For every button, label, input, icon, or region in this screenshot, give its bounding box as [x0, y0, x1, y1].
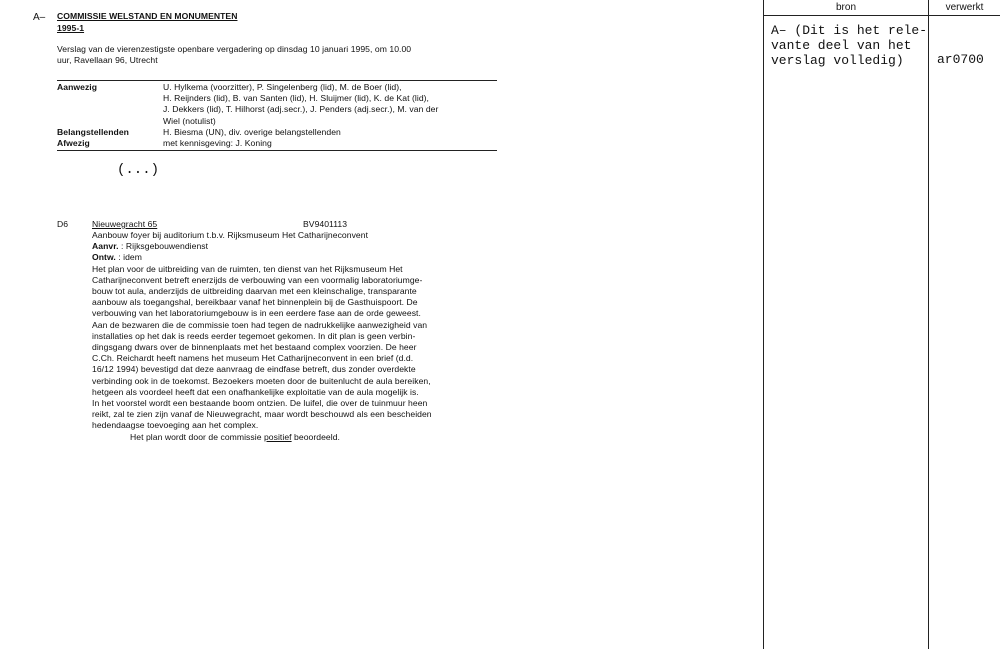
body-line: reikt, zal te zien zijn vanaf de Nieuwegracht, maar wordt beschouwd als een bescheiden [92, 409, 432, 420]
omission-ellipsis: (...) [117, 162, 160, 178]
attendance-label: Belangstellenden [57, 126, 129, 137]
bron-line: verslag volledig) [771, 53, 904, 68]
document-year: 1995-1 [57, 23, 85, 33]
attendance-value [163, 138, 503, 149]
report-line: Verslag van de vierenzestigste openbare vergadering op dinsdag 10 januari 1995, om 10.00 [57, 44, 412, 54]
report-intro [57, 44, 411, 66]
body-line: Catharijneconvent betreft enerzijds de verbouwing van een voormalig laboratoriumge- [92, 274, 423, 285]
attendance-line: met kennisgeving: J. Koning [163, 138, 272, 149]
applicant-label: Aanvr. [92, 241, 119, 252]
body-line: Aan de bezwaren die de commissie toen had tegen de nadrukkelijke aanwezigheid van [92, 319, 428, 330]
table-header-bron: bron [835, 2, 856, 13]
body-line: hedendaagse toevoeging aan het complex. [92, 420, 259, 431]
document-title: COMMISSIE WELSTAND EN MONUMENTEN [57, 11, 238, 21]
body-line: C.Ch. Reichardt heeft namens het museum Het Catharijneconvent in een brief (d.d. [92, 353, 414, 364]
report-line: uur, Ravellaan 96, Utrecht [57, 55, 158, 66]
body-line: dingsgang dwars over de binnenplaats met het bestaand complex voorzien. De heer [92, 342, 417, 353]
table-header-rule [763, 15, 1000, 16]
body-line: aanbouw als toegangshal, bereikbaar vanaf het binnenplein bij de Gasthuispoort. De [92, 297, 418, 308]
bron-line: A– (Dit is het rele- [771, 23, 928, 38]
attendance-label: Afwezig [57, 138, 90, 149]
item-code: D6 [57, 219, 69, 229]
attendance-line: Wiel (notulist) [163, 115, 216, 126]
table-left-border [763, 0, 764, 649]
attendance-line: H. Reijnders (lid), B. van Santen (lid), H. Sluijmer (lid), K. de Kat (lid), [163, 93, 429, 104]
item-reference: BV9401113 [303, 219, 348, 229]
conclusion-line [92, 432, 432, 443]
item-body [92, 230, 432, 443]
attendance-value [163, 82, 503, 127]
applicant-line [92, 241, 432, 252]
attendance-row-aanwezig [57, 82, 503, 127]
verwerkt-code: ar0700 [937, 52, 984, 67]
table-header-verwerkt: verwerkt [945, 2, 984, 13]
body-line: hetgeen als voordeel heeft dat een onafhankelijke exploitatie van de aula mogelijk is. [92, 386, 419, 397]
item-subtitle: Aanbouw foyer bij auditorium t.b.v. Rijksmuseum Het Catharijneconvent [92, 230, 369, 240]
body-line: installaties op het dak is reeds eerder tegemoet gekomen. In dit plan is geen verbin- [92, 330, 416, 341]
item-address: Nieuwegracht 65 [92, 219, 158, 229]
table-column-divider [928, 0, 929, 649]
attendance-label: Aanwezig [57, 82, 98, 92]
attendance-row-afwezig [57, 138, 503, 149]
bron-line: vante deel van het [771, 38, 912, 53]
attendance-line: J. Dekkers (lid), T. Hilhorst (adj.secr.), J. Penders (adj.secr.), M. van der [163, 104, 439, 115]
attendance-row-belangstellenden [57, 127, 503, 138]
section-marker: A– [33, 12, 46, 23]
designer-value: : idem [118, 252, 142, 263]
attendance-top-rule [57, 80, 497, 81]
body-line: bouw tot aula, anderzijds de uitbreiding daarvan met een kleinschalige, transparante [92, 286, 417, 297]
body-line: 16/12 1994) bevestigd dat deze aanvraag de eindfase betreft, dus zonder overdekte [92, 364, 416, 375]
bron-note [771, 23, 927, 68]
applicant-value: : Rijksgebouwendienst [121, 241, 209, 252]
body-line: verbouwing van het laboratoriumgebouw is in een eerdere fase aan de orde geweest. [92, 308, 421, 319]
body-line: In het voorstel wordt een bestaande boom ontzien. De luifel, die over de tuinmuur heen [92, 398, 428, 409]
attendance-table [57, 82, 503, 149]
body-line: Het plan voor de uitbreiding van de ruimten, ten dienst van het Rijksmuseum Het [92, 263, 403, 274]
attendance-line: U. Hylkema (voorzitter), P. Singelenberg (lid), M. de Boer (lid), [163, 82, 402, 92]
attendance-line: H. Biesma (UN), div. overige belangstellenden [163, 126, 341, 137]
attendance-bottom-rule [57, 150, 497, 151]
attendance-value [163, 127, 503, 138]
conclusion-prefix: Het plan wordt door de commissie [130, 431, 264, 442]
designer-label: Ontw. [92, 252, 116, 263]
conclusion-suffix: beoordeeld. [291, 431, 340, 442]
conclusion-verdict: positief [263, 431, 292, 442]
designer-line [92, 252, 432, 263]
body-line: verbinding ook in de toekomst. Bezoekers moeten door de buitenlucht de aula bereiken, [92, 375, 431, 386]
